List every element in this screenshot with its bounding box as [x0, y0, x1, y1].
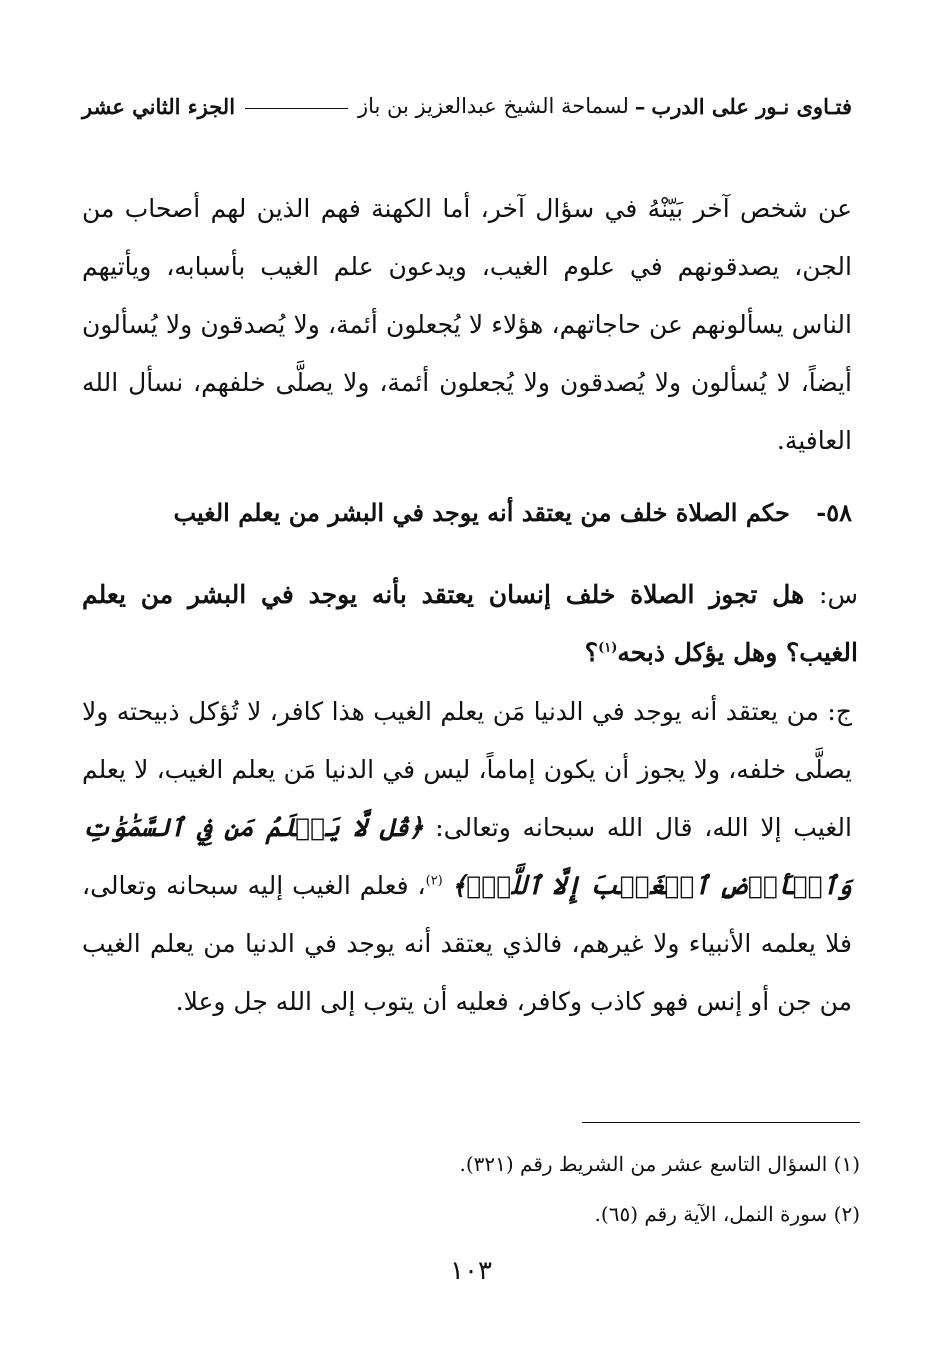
footnote-2: (٢) سورة النمل، الآية رقم (٦٥). [594, 1202, 860, 1226]
answer-text-part2: ، فعلم الغيب إليه سبحانه وتعالى، فلا يعلمه الأنبياء ولا غيرهم، فالذي يعتقد أنه يوجد في الدنيا من يعلم الغيب من جن أو إنس فهو كاذب وكافر، فعليه أن يتوب إلى الله جل وعلا. [82, 871, 852, 1016]
answer-paragraph [82, 683, 852, 1031]
intro-paragraph: عن شخص آخر بَيّنْهُ في سؤال آخر، أما الكهنة فهم الذين لهم أصحاب من الجن، يصدقونهم في علوم الغيب، ويدعون علم الغيب بأسبابه، ويأتيهم الناس يسألونهم عن حاجاتهم، هؤلاء لا يُجعلون أئمة، ولا يُصدقون ولا يُسألون أيضاً، لا يُسألون ولا يُصدقون ولا يُجعلون أئمة، ولا يصلَّى خلفهم، نسأل الله العافية. [82, 194, 852, 455]
footnote-separator [582, 1122, 860, 1123]
footnote-ref-1[interactable]: (١) [598, 640, 618, 656]
author-name: لسماحة الشيخ عبدالعزيز بن باز [357, 94, 629, 118]
question-paragraph [82, 566, 858, 682]
header-dash: – [634, 93, 646, 119]
page-number: ١٠٣ [450, 1256, 492, 1286]
volume-label: الجزء الثاني عشر [82, 93, 236, 119]
question-heading-text: حكم الصلاة خلف من يعتقد أنه يوجد في البشر من يعلم الغيب [173, 498, 790, 527]
header-title-group [358, 94, 852, 119]
answer-text-part1: ج: من يعتقد أنه يوجد في الدنيا مَن يعلم الغيب هذا كافر، لا تُؤكل ذبيحته ولا يصلَّى خلفه، ولا يجوز أن يكون إماماً، ليس في الدنيا مَن يعلم الغيب، لا يعلم الغيب إلا الله، قال الله سبحانه وتعالى: [82, 697, 852, 842]
question-heading [92, 498, 852, 527]
question-text: هل تجوز الصلاة خلف إنسان يعتقد بأنه يوجد في البشر من يعلم الغيب؟ وهل يؤكل ذبحه [82, 580, 858, 667]
question-end: ؟ [584, 638, 599, 667]
running-header [82, 86, 852, 126]
question-prefix: س: [819, 580, 858, 609]
question-number: ٥٨- [816, 498, 852, 527]
footnote-ref-2[interactable]: (٢) [425, 873, 443, 889]
quran-verse: ﴿قُل لَّا يَعۡلَمُ مَن فِي ٱلسَّمَٰوَٰتِ وَٱلۡأَرۡضِ ٱلۡغَيۡبَ إِلَّا ٱللَّهُۚ﴾ [82, 813, 853, 900]
footnote-1: (١) السؤال التاسع عشر من الشريط رقم (٣٢١). [459, 1152, 860, 1176]
book-title: فتـاوى نـور على الدرب [651, 93, 852, 119]
header-rule [245, 108, 348, 109]
